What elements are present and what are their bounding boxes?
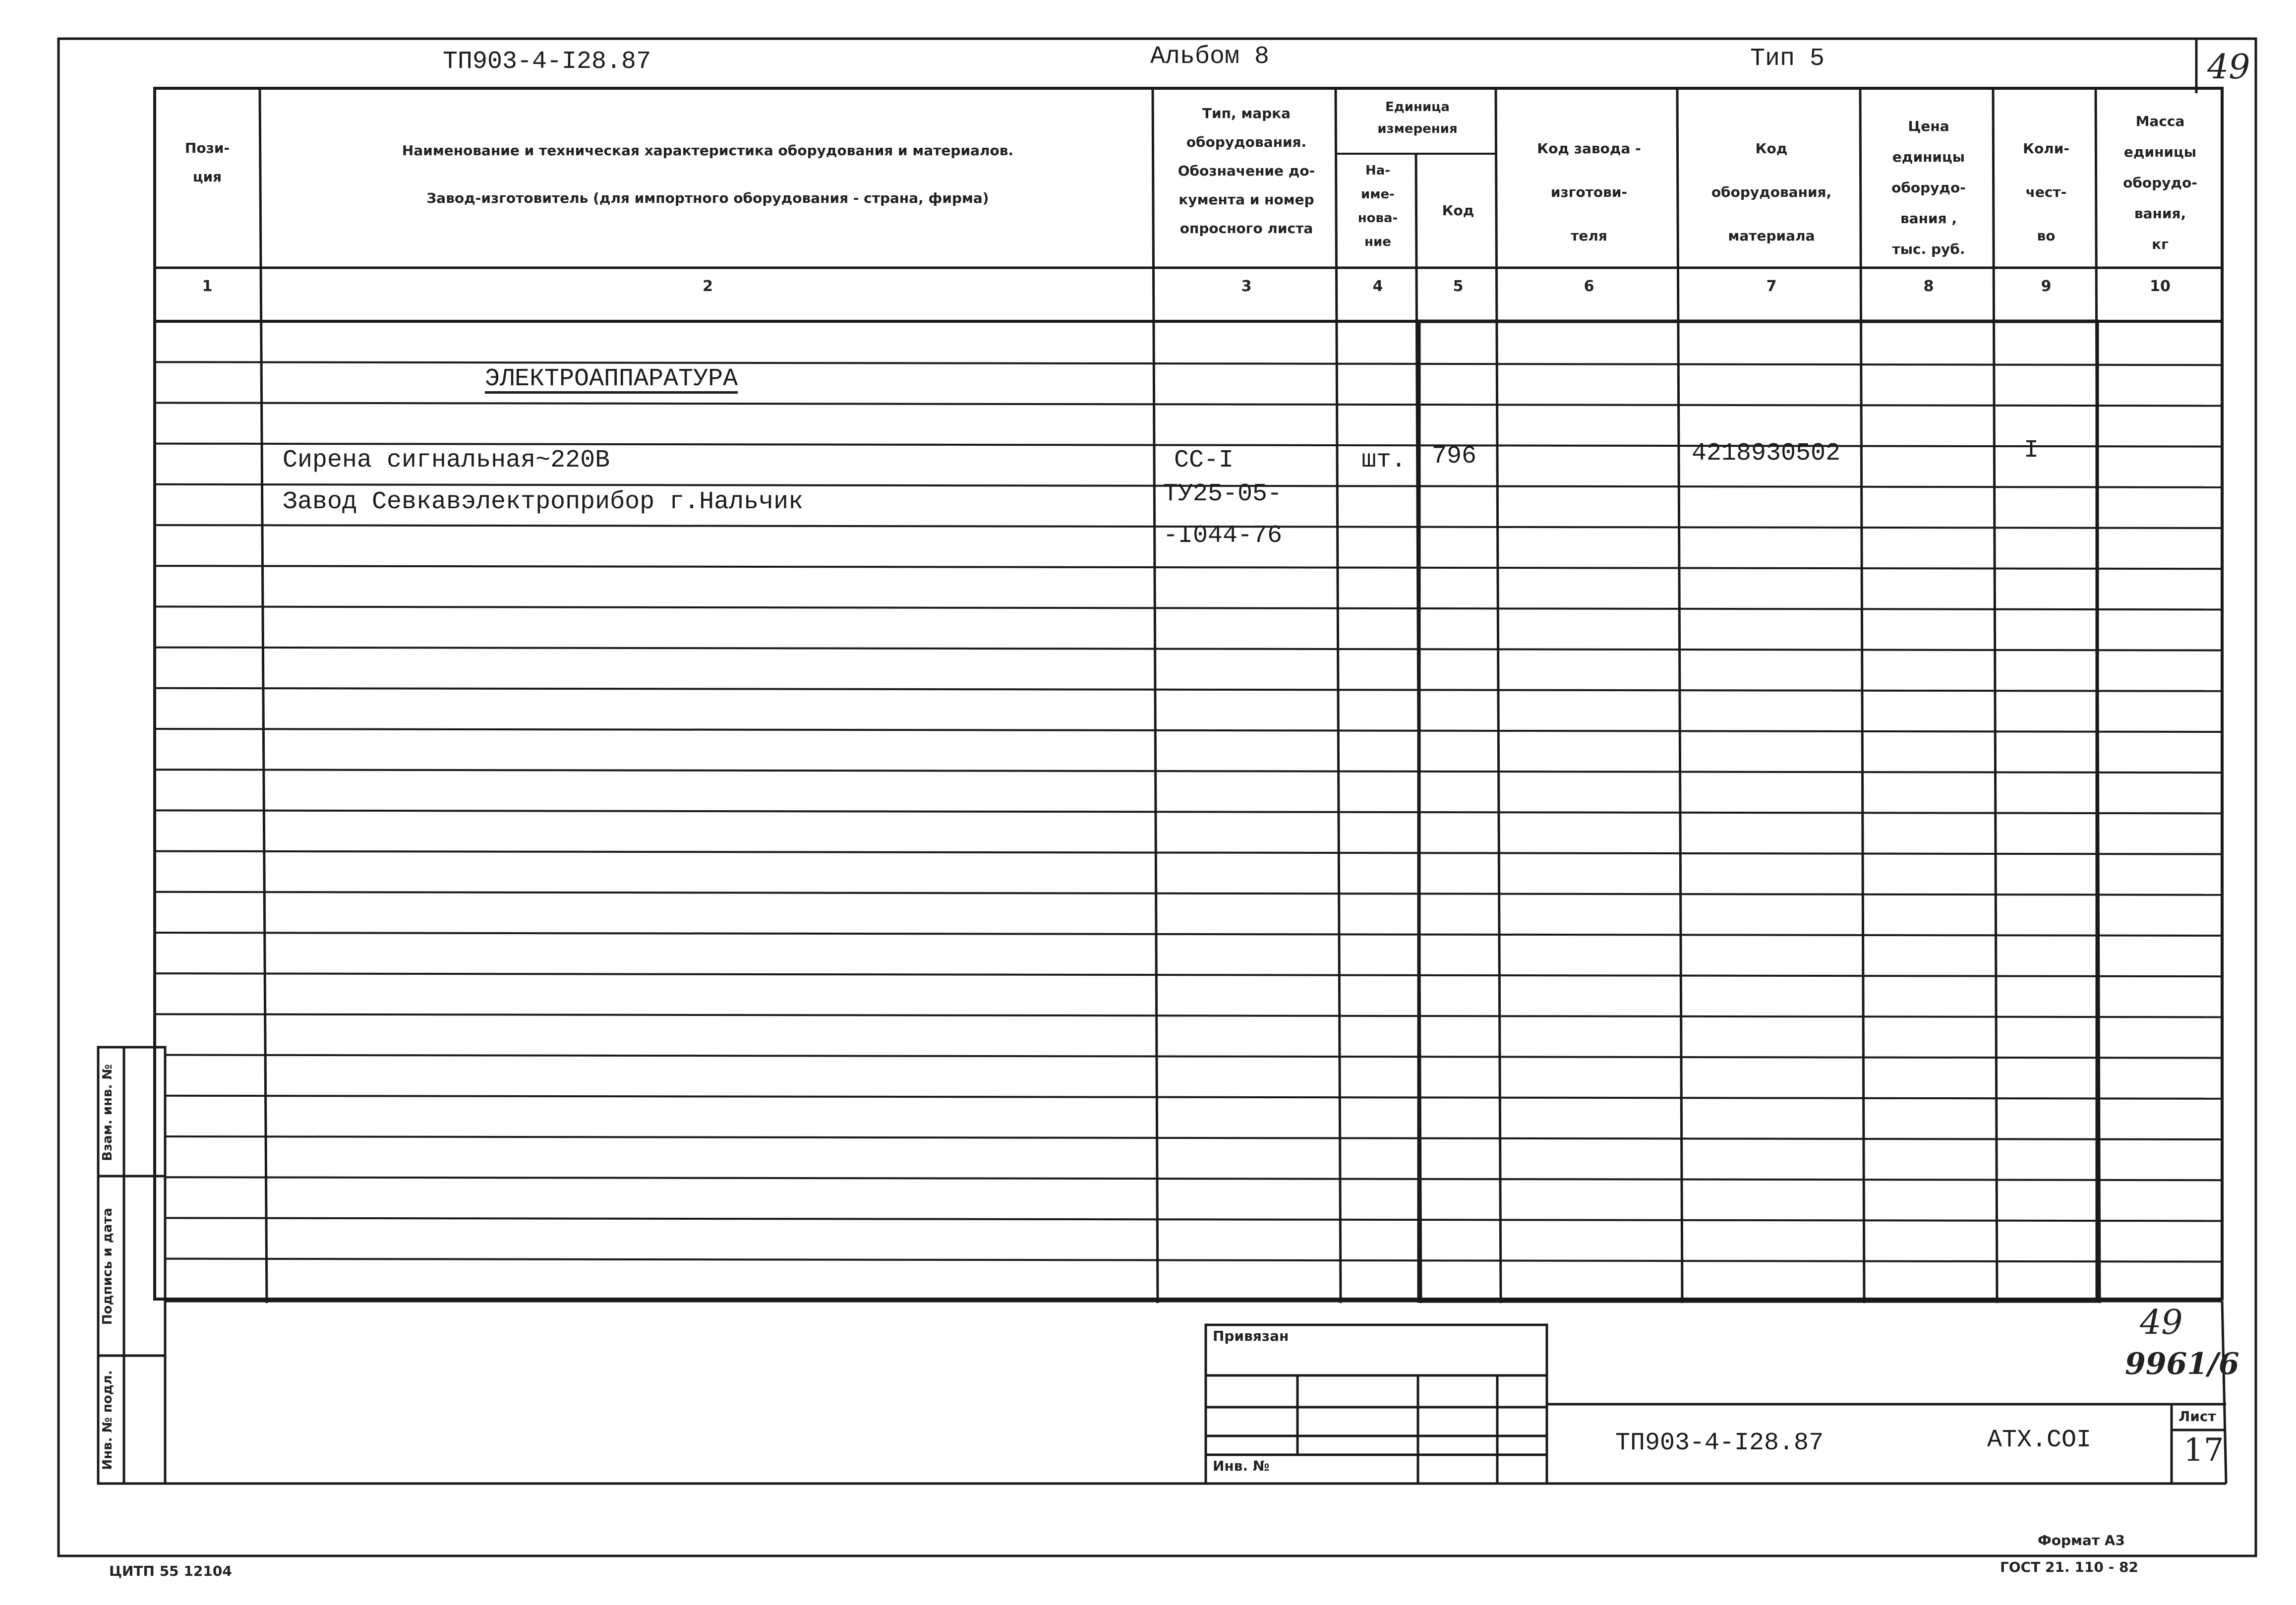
header-quantity	[1995, 127, 2097, 258]
header-factory-line: теля	[1571, 228, 1607, 244]
sheet-code: АТХ.СОI	[1987, 1426, 2092, 1454]
header-quantity-line: чест-	[2025, 184, 2067, 200]
table-row-line	[155, 770, 2222, 773]
header-unit-name	[1338, 159, 1418, 254]
item-quantity: I	[2024, 436, 2039, 465]
table-row-line	[155, 851, 2222, 854]
item-manufacturer: Завод Севкавэлектроприбор г.Нальчик	[283, 488, 804, 516]
header-mass-line: единицы	[2123, 144, 2197, 160]
column-number: 4	[1372, 278, 1383, 295]
header-type-line: кумента и номер	[1178, 191, 1314, 208]
doc-code-top: ТП903-4-I28.87	[443, 48, 651, 76]
citp-label: ЦИТП 55 12104	[109, 1563, 232, 1579]
header-unit-name-line: На-	[1365, 163, 1391, 178]
table-row-line	[155, 688, 2222, 691]
column-number: 6	[1584, 278, 1594, 295]
handwritten-number-2: 9961/6	[2125, 1347, 2239, 1381]
table-row-line	[165, 1136, 2222, 1139]
header-price-line: вания ,	[1900, 210, 1957, 227]
header-name-line: Наименование и техническая характеристика оборудования и материалов.	[402, 142, 1014, 159]
column-number: 7	[1766, 278, 1777, 295]
inv-no-label: Инв. №	[1213, 1458, 1270, 1474]
header-unit-name-line: ние	[1364, 235, 1391, 249]
header-unit-line: измерения	[1377, 121, 1458, 136]
header-unit-code: Код	[1442, 202, 1474, 219]
header-type-line: Обозначение до-	[1177, 163, 1315, 179]
header-price-line: единицы	[1892, 149, 1965, 165]
doc-code-bottom: ТП903-4-I28.87	[1615, 1429, 1824, 1457]
header-equipment-line: Код	[1755, 140, 1788, 157]
column-number: 9	[2041, 278, 2052, 295]
table-row-line	[165, 1096, 2222, 1099]
stamp-inv-podl: Инв. № подл.	[100, 1370, 115, 1470]
header-factory-code	[1499, 127, 1679, 258]
header-equipment-line: оборудования,	[1711, 184, 1832, 200]
album-label: Альбом 8	[1150, 43, 1270, 71]
header-price	[1862, 111, 1995, 265]
header-type-line: оборудования.	[1186, 134, 1307, 150]
header-price-line: Цена	[1908, 118, 1949, 134]
table-row-line	[155, 362, 2222, 365]
table-row-line	[155, 1014, 2222, 1017]
item-name: Сирена сигнальная~220В	[283, 446, 610, 475]
header-quantity-line: Коли-	[2023, 140, 2069, 157]
header-price-line: тыс. руб.	[1892, 241, 1965, 257]
header-price-line: оборудо-	[1891, 179, 1966, 196]
table-row-line	[155, 892, 2222, 895]
table-row-line	[165, 1177, 2222, 1180]
header-equipment-line: материала	[1728, 228, 1815, 244]
header-unit-group	[1338, 96, 1497, 140]
header-name-line: Завод-изготовитель (для импортного оборудования - страна, фирма)	[426, 190, 989, 206]
column-number: 8	[1923, 278, 1934, 295]
item-doc-line1: ТУ25-05-	[1163, 480, 1283, 508]
type-label: Тип 5	[1750, 45, 1825, 73]
table-row-line	[155, 933, 2222, 936]
item-equipment-code: 4218930502	[1692, 439, 1841, 468]
header-mass-line: кг	[2152, 236, 2169, 252]
column-number: 1	[202, 278, 213, 295]
format-label: Формат А3	[2038, 1532, 2125, 1548]
header-position	[155, 134, 260, 191]
privyazan-label: Привязан	[1213, 1328, 1289, 1344]
item-unit-code: 796	[1432, 442, 1477, 471]
item-unit-name: шт.	[1361, 446, 1407, 475]
header-mass	[2098, 106, 2222, 260]
header-mass-line: вания,	[2134, 205, 2186, 222]
stamp-podpis-data: Подпись и дата	[100, 1207, 115, 1325]
header-type-line: Тип, марка	[1202, 105, 1291, 121]
header-factory-line: Код завода -	[1537, 140, 1641, 157]
page-corner-number: 49	[2207, 48, 2250, 87]
handwritten-number-1: 49	[2140, 1303, 2183, 1342]
column-number: 5	[1453, 278, 1464, 295]
table-row-line	[165, 1218, 2222, 1221]
list-number: 17	[2183, 1432, 2224, 1469]
item-type-mark: СС-I	[1174, 446, 1234, 475]
column-number: 2	[703, 278, 713, 295]
header-quantity-line: во	[2037, 228, 2056, 244]
table-row-line	[155, 973, 2222, 976]
header-position-line: ция	[192, 169, 222, 185]
table-row-line	[155, 648, 2222, 651]
header-mass-line: Масса	[2135, 113, 2185, 129]
header-type-line: опросного листа	[1179, 220, 1313, 237]
table-row-line	[155, 729, 2222, 732]
header-equipment-code	[1681, 127, 1862, 258]
gost-label: ГОСТ 21. 110 - 82	[2000, 1559, 2138, 1575]
header-factory-line: изготови-	[1550, 184, 1628, 200]
table-row-line	[155, 403, 2222, 406]
section-title: ЭЛЕКТРОАППАРАТУРА	[485, 365, 738, 393]
table-row-line	[165, 1259, 2222, 1262]
header-mass-line: оборудо-	[2123, 175, 2197, 191]
table-row-line	[155, 810, 2222, 813]
column-number: 10	[2150, 278, 2171, 295]
header-unit-name-line: име-	[1361, 187, 1395, 202]
table-row-line	[165, 1055, 2222, 1058]
stamp-vzam-inv: Взам. инв. №	[100, 1064, 115, 1161]
header-name	[263, 127, 1153, 222]
header-type	[1155, 99, 1338, 243]
list-label: Лист	[2178, 1408, 2216, 1425]
header-unit-name-line: нова-	[1357, 211, 1398, 226]
header-position-line: Пози-	[184, 140, 230, 156]
item-doc-line2: -I044-76	[1163, 522, 1283, 550]
table-row-line	[155, 606, 2222, 609]
header-unit-line: Единица	[1385, 100, 1450, 115]
table-row-line	[155, 566, 2222, 569]
column-number: 3	[1241, 278, 1252, 295]
